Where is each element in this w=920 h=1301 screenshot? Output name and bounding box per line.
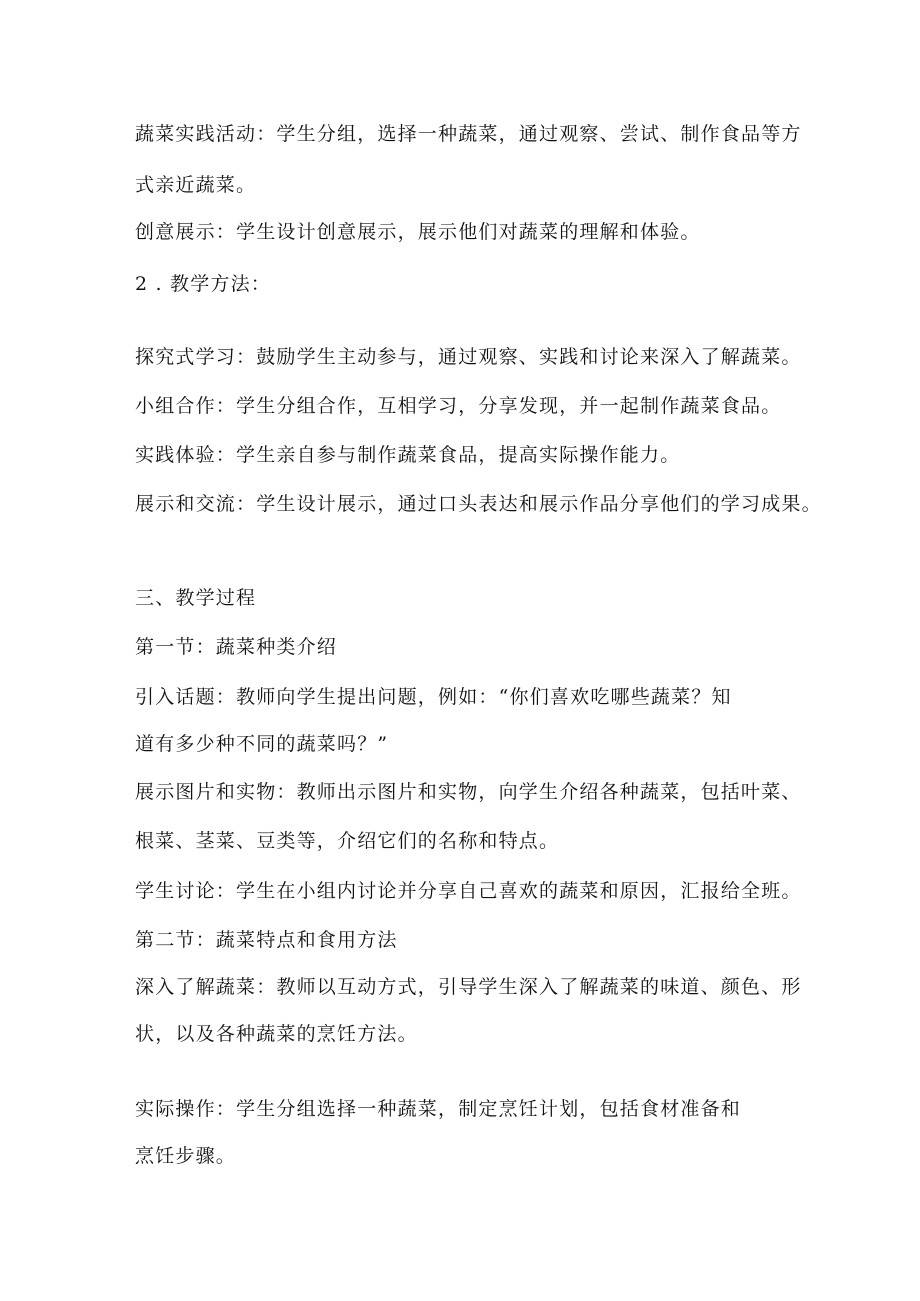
paragraph-line: 实践体验：学生亲自参与制作蔬菜食品，提高实际操作能力。: [135, 444, 681, 466]
paragraph-line: 引入话题：教师向学生提出问题，例如：“你们喜欢吃哪些蔬菜？知: [135, 686, 732, 708]
paragraph-line: 根菜、茎菜、豆类等，介绍它们的名称和特点。: [135, 830, 560, 852]
paragraph-line: 学生讨论：学生在小组内讨论并分享自己喜欢的蔬菜和原因，汇报给全班。: [135, 880, 802, 902]
paragraph-line: 烹饪步骤。: [135, 1145, 237, 1167]
paragraph-line: 状，以及各种蔬菜的烹饪方法。: [135, 1023, 418, 1045]
paragraph-line: 展示图片和实物：教师出示图片和实物，向学生介绍各种蔬菜，包括叶菜、: [135, 781, 802, 803]
subsection-heading: 第一节：蔬菜种类介绍: [135, 636, 338, 658]
paragraph-line: 展示和交流：学生设计展示，通过口头表达和展示作品分享他们的学习成果。: [135, 493, 822, 515]
paragraph-line: 探究式学习：鼓励学生主动参与，通过观察、实践和讨论来深入了解蔬菜。: [135, 346, 802, 368]
paragraph-line: 实际操作：学生分组选择一种蔬菜，制定烹饪计划，包括食材准备和: [135, 1098, 742, 1120]
paragraph-line: 创意展示：学生设计创意展示，展示他们对蔬菜的理解和体验。: [135, 221, 701, 243]
section-heading: 2 . 教学方法：: [135, 273, 272, 295]
section-heading: 三、教学过程: [135, 587, 257, 609]
paragraph-line: 小组合作：学生分组合作，互相学习，分享发现，并一起制作蔬菜食品。: [135, 395, 782, 417]
paragraph-line: 深入了解蔬菜：教师以互动方式，引导学生深入了解蔬菜的味道、颜色、形: [135, 976, 802, 998]
subsection-heading: 第二节：蔬菜特点和食用方法: [135, 929, 398, 951]
paragraph-line: 蔬菜实践活动：学生分组，选择一种蔬菜，通过观察、尝试、制作食品等方: [135, 123, 802, 145]
paragraph-line: 式亲近蔬菜。: [135, 174, 257, 196]
paragraph-line: 道有多少种不同的蔬菜吗？”: [135, 733, 389, 755]
